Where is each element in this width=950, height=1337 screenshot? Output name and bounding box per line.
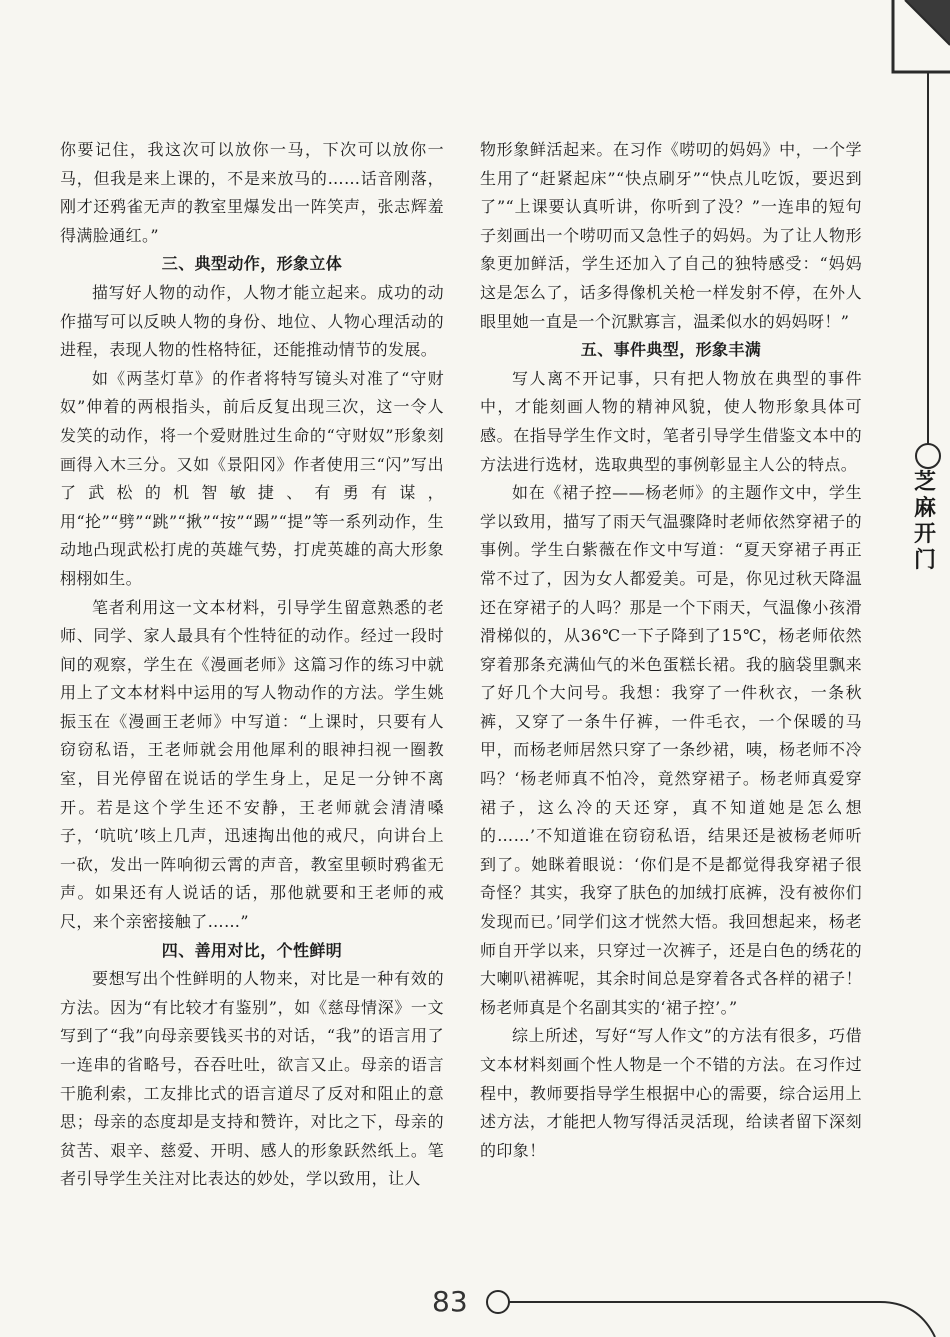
paragraph: 你要记住，我这次可以放你一马，下次可以放你一马，但我是来上课的，不是来放马的……话音刚落，刚才还鸦雀无声的教室里爆发出一阵笑声，张志辉羞得满脸通红。” xyxy=(60,140,444,245)
paragraph: 笔者利用这一文本材料，引导学生留意熟悉的老师、同学、家人最具有个性特征的动作。经过一段时间的观察，学生在《漫画老师》这篇习作的练习中就用上了文本材料中运用的写人物动作的方法。学生姚振玉在《漫画王老师》中写道：“上课时，只要有人窃窃私语，王老师就会用他犀利的眼神扫视一圈教室，目光停留在说话的学生身上，足足一分钟不离开。若是这个学生还不安静，王老师就会清清嗓子，‘吭吭’咳上几声，迅速掏出他的戒尺，向讲台上一砍，发出一阵响彻云霄的声音，教室里顿时鸦雀无声。如果还有人说话的话，那他就要和王老师的戒尺，来个亲密接触了……” xyxy=(60,597,444,932)
footer-rule xyxy=(509,1302,935,1337)
left-column xyxy=(60,136,444,1194)
paragraph: 如在《裙子控——杨老师》的主题作文中，学生学以致用，描写了雨天气温骤降时老师依然穿裙子的事例。学生白紫薇在作文中写道：“夏天穿裙子再正常不过了，因为女人都爱美。可是，你见过秋天降温还在穿裙子的人吗？那是一个下雨天，气温像小孩滑滑梯似的，从36℃一下子降到了15℃，杨老师依然穿着那条充满仙气的米色蛋糕长裙。我的脑袋里飘来了好几个大问号。我想：我穿了一件秋衣，一条秋裤，又穿了一条牛仔裤，一件毛衣，一个保暖的马甲，而杨老师居然只穿了一条纱裙，咦，杨老师不冷吗？‘杨老师真不怕冷，竟然穿裙子。杨老师真爱穿裙子，这么冷的天还穿，真不知道她是怎么想的……’不知道谁在窃窃私语，结果还是被杨老师听到了。她眯着眼说：‘你们是不是都觉得我穿裙子很奇怪？其实，我穿了肤色的加绒打底裤，没有被你们发现而已。’同学们这才恍然大悟。我回想起来，杨老师自开学以来，只穿过一次裤子，还是白色的绣花的大喇叭裙裤呢，其余时间总是穿着各式各样的裙子！杨老师真是个名副其实的‘裙子控’。” xyxy=(480,483,862,1017)
paragraph: 描写好人物的动作，人物才能立起来。成功的动作描写可以反映人物的身份、地位、人物心理活动的进程，表现人物的性格特征，还能推动情节的发展。 xyxy=(60,282,444,360)
margin-circle-icon xyxy=(916,444,940,468)
section-heading-3: 三、典型动作，形象立体 xyxy=(161,254,343,274)
footer-circle-icon xyxy=(487,1291,509,1313)
section-heading-4: 四、善用对比，个性鲜明 xyxy=(161,940,343,960)
paragraph: 要想写出个性鲜明的人物来，对比是一种有效的方法。因为“有比较才有鉴别”，如《慈母情深》一文写到了“我”向母亲要钱买书的对话，“我”的语言用了一连串的省略号，吞吞吐吐，欲言又止。母亲的语言干脆利索，工友排比式的语言道尽了反对和阻止的意思；母亲的态度却是支持和赞许，对比之下，母亲的贫苦、艰辛、慈爱、开明、感人的形象跃然纸上。笔者引导学生关注对比表达的妙处，学以致用，让人 xyxy=(60,969,444,1189)
section-heading-5: 五、事件典型，形象丰满 xyxy=(580,340,762,360)
right-column xyxy=(480,136,862,1165)
page-number: 83 xyxy=(432,1285,468,1318)
paragraph: 如《两茎灯草》的作者将特写镜头对准了“守财奴”伸着的两根指头，前后反复出现三次，这一令人发笑的动作，将一个爱财胜过生命的“守财奴”形象刻画得入木三分。又如《景阳冈》作者使用三“闪”写出了武松的机智敏捷、有勇有谋，用“抡”“劈”“跳”“揪”“按”“踢”“提”等一系列动作，生动地凸现武松打虎的英雄气势，打虎英雄的高大形象栩栩如生。 xyxy=(60,368,444,588)
section-label: 芝麻开门 xyxy=(913,470,936,573)
paragraph: 物形象鲜活起来。在习作《唠叨的妈妈》中，一个学生用了“赶紧起床”“快点刷牙”“快点儿吃饭，要迟到了”“上课要认真听讲，你听到了没？”一连串的短句子刻画出一个唠叨而又急性子的妈妈。为了让人物形象更加鲜活，学生还加入了自己的独特感受：“妈妈这是怎么了，话多得像机关枪一样发射不停，在外人眼里她一直是一个沉默寡言，温柔似水的妈妈呀！” xyxy=(480,140,862,331)
paragraph: 写人离不开记事，只有把人物放在典型的事件中，才能刻画人物的精神风貌，使人物形象具体可感。在指导学生作文时，笔者引导学生借鉴文本中的方法进行选材，选取典型的事例彰显主人公的特点。 xyxy=(480,368,862,474)
paragraph: 综上所述，写好“写人作文”的方法有很多，巧借文本材料刻画个性人物是一个不错的方法。在习作过程中，教师要指导学生根据中心的需要，综合运用上述方法，才能把人物写得活灵活现，给读者留下深刻的印象！ xyxy=(480,1026,862,1160)
